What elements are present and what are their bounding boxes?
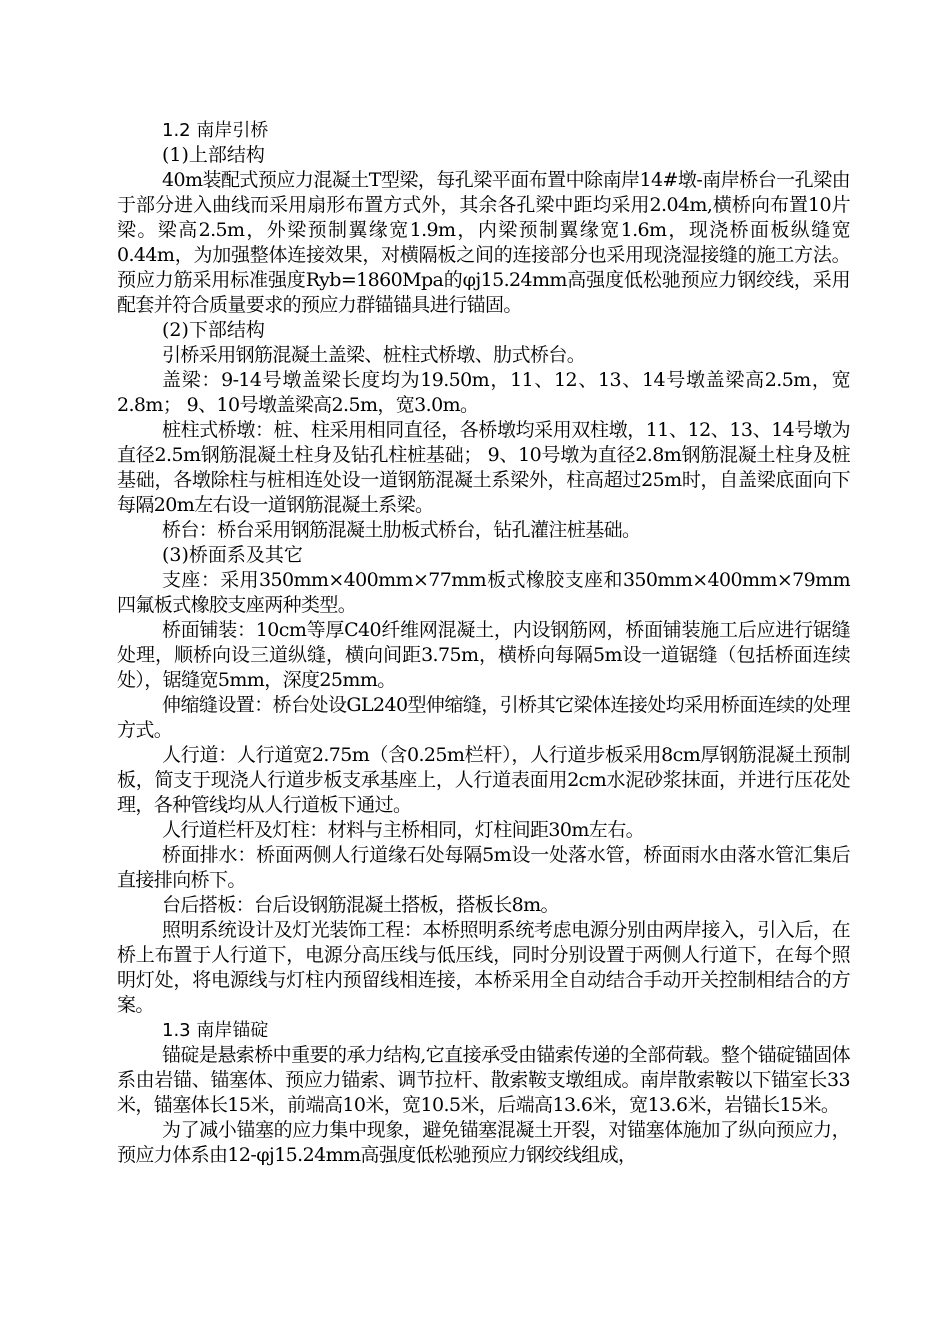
- subheading-upper-structure: (1)上部结构: [162, 144, 265, 166]
- paragraph-lighting: 照明系统设计及灯光装饰工程：本桥照明系统考虑电源分别由两岸接入，引入后，在桥上布置于人行道下，电源分高压线与低压线，同时分别设置于两侧人行道下，在每个照明灯处，将电源线与灯柱内预留线相连接，本桥采用全自动结合手动开关控制相结合的方案。: [117, 919, 850, 1016]
- paragraph-upper-structure: 40m装配式预应力混凝土T型梁，每孔梁平面布置中除南岸14#墩-南岸桥台一孔梁由于部分进入曲线而采用扇形布置方式外，其余各孔梁中距均采用2.04m,横桥向布置10片梁。梁高2.5m，外梁预制翼缘宽1.9m，内梁预制翼缘宽1.6m，现浇桥面板纵缝宽0.44m，为加强整体连接效果，对横隔板之间的连接部分也采用现浇湿接缝的施工方法。预应力筋采用标准强度Ryb=1860Mpa的φj15.24mm高强度低松驰预应力钢绞线，采用配套并符合质量要求的预应力群锚锚具进行锚固。: [117, 169, 850, 316]
- paragraph-expansion-joint: 伸缩缝设置：桥台处设GL240型伸缩缝，引桥其它梁体连接处均采用桥面连续的处理方式。: [117, 694, 850, 741]
- paragraph-drainage: 桥面排水：桥面两侧人行道缘石处每隔5m设一处落水管，桥面雨水由落水管汇集后直接排向桥下。: [117, 844, 850, 891]
- subheading-deck-system: (3)桥面系及其它: [162, 544, 303, 566]
- section-heading-1-2: 1.2 南岸引桥: [162, 120, 269, 141]
- paragraph-anchorage-overview: 锚碇是悬索桥中重要的承力结构,它直接承受由锚索传递的全部荷载。整个锚碇锚固体系由岩锚、锚塞体、预应力锚索、调节拉杆、散索鞍支墩组成。南岸散索鞍以下锚室长33米，锚塞体长15米，前端高10米，宽10.5米，后端高13.6米，宽13.6米，岩锚长15米。: [117, 1044, 850, 1116]
- paragraph-lower-overview: 引桥采用钢筋混凝土盖梁、桩柱式桥墩、肋式桥台。: [162, 344, 586, 366]
- paragraph-anchorage-prestress: 为了减小锚塞的应力集中现象，避免锚塞混凝土开裂，对锚塞体施加了纵向预应力，预应力体系由12-φj15.24mm高强度低松驰预应力钢绞线组成，: [117, 1119, 850, 1166]
- paragraph-sidewalk: 人行道：人行道宽2.75m（含0.25m栏杆），人行道步板采用8cm厚钢筋混凝土预制板，简支于现浇人行道步板支承基座上，人行道表面用2cm水泥砂浆抹面，并进行压花处理，各种管线均从人行道板下通过。: [117, 744, 850, 816]
- paragraph-cap-beam: 盖梁：9-14号墩盖梁长度均为19.50m，11、12、13、14号墩盖梁高2.5m，宽2.8m； 9、10号墩盖梁高2.5m，宽3.0m。: [117, 369, 850, 416]
- paragraph-deck-pavement: 桥面铺装：10cm等厚C40纤维网混凝土，内设钢筋网，桥面铺装施工后应进行锯缝处理，顺桥向设三道纵缝，横向间距3.75m，横桥向每隔5m设一道锯缝（包括桥面连续处），锯缝宽5mm，深度25mm。: [117, 619, 850, 691]
- subheading-lower-structure: (2)下部结构: [162, 319, 265, 341]
- paragraph-railing-lamp: 人行道栏杆及灯柱：材料与主桥相同，灯柱间距30m左右。: [162, 819, 644, 841]
- paragraph-pile-pier: 桩柱式桥墩：桩、柱采用相同直径，各桥墩均采用双柱墩，11、12、13、14号墩为直径2.5m钢筋混凝土柱身及钻孔柱桩基础； 9、10号墩为直径2.8m钢筋混凝土柱身及桩基础，各墩除柱与桩相连处设一道钢筋混凝土系梁外，柱高超过25m时，自盖梁底面向下每隔20m左右设一道钢筋混凝土系梁。: [117, 419, 850, 516]
- paragraph-bearing: 支座：采用350mm×400mm×77mm板式橡胶支座和350mm×400mm×79mm四氟板式橡胶支座两种类型。: [117, 569, 850, 616]
- paragraph-abutment: 桥台：桥台采用钢筋混凝土肋板式桥台，钻孔灌注桩基础。: [162, 519, 641, 541]
- section-heading-1-3: 1.3 南岸锚碇: [162, 1020, 269, 1041]
- document-page: [117, 118, 850, 1168]
- paragraph-approach-slab: 台后搭板：台后设钢筋混凝土搭板，搭板长8m。: [162, 894, 559, 916]
